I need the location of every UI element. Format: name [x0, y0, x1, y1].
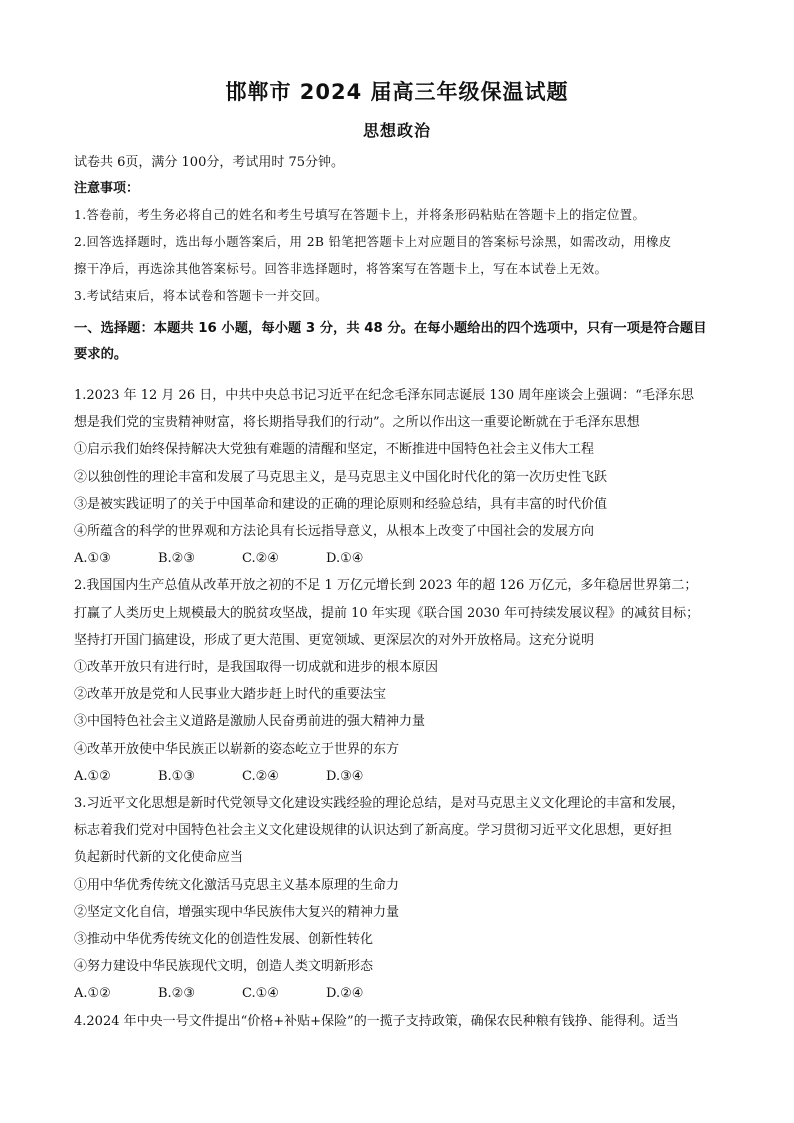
option-d: D.③④ — [326, 768, 364, 784]
question-stem: 4.2024 年中央一号文件提出“价格+补贴+保险”的一揽子支持政策，确保农民种粮有钱挣、能得利。适当 — [74, 1013, 679, 1029]
option-c: C.②④ — [242, 551, 279, 567]
question-item: ③推动中华优秀传统文化的创造性发展、创新性转化 — [74, 932, 374, 948]
exam-title: 邯郸市 2024 届高三年级保温试题 — [225, 80, 569, 104]
question-item: ④所蕴含的科学的世界观和方法论具有长远指导意义，从根本上改变了中国社会的发展方向 — [74, 524, 595, 540]
question-item: ①启示我们始终保持解决大党独有难题的清醒和坚定，不断推进中国特色社会主义伟大工程 — [74, 442, 595, 458]
option-a: A.①③ — [74, 551, 111, 567]
question-stem: 想是我们党的宝贵精神财富，将长期指导我们的行动”。之所以作出这一重要论断就在于毛泽东思想 — [74, 415, 640, 431]
question-item: ④努力建设中华民族现代文明，创造人类文明新形态 — [74, 959, 374, 975]
option-a: A.①② — [74, 986, 111, 1002]
question-item: ②以独创性的理论丰富和发展了马克思主义，是马克思主义中国化时代化的第一次历史性飞跃 — [74, 469, 608, 485]
question-item: ③中国特色社会主义道路是激励人民奋勇前进的强大精神力量 — [74, 714, 426, 730]
question-stem: 3.习近平文化思想是新时代党领导文化建设实践经验的理论总结，是对马克思主义文化理论的丰富和发展， — [74, 796, 685, 812]
section-heading-cont: 要求的。 — [74, 347, 128, 362]
question-stem: 打赢了人类历史上规模最大的脱贫攻坚战，提前 10 年实现《联合国 2030 年可持续发展议程》的减贫目标； — [74, 605, 700, 621]
exam-info: 试卷共 6页，满分 100分，考试用时 75分钟。 — [74, 155, 345, 170]
note-line: 3.考试结束后，将本试卷和答题卡一并交回。 — [74, 289, 328, 303]
question-item: ①用中华优秀传统文化激活马克思主义基本原理的生命力 — [74, 877, 400, 893]
answer-options — [74, 545, 730, 572]
option-a: A.①② — [74, 768, 111, 784]
option-d: D.①④ — [326, 551, 364, 567]
question-stem: 标志着我们党对中国特色社会主义文化建设规律的认识达到了新高度。学习贯彻习近平文化思想，更好担 — [74, 823, 673, 839]
question-4 — [74, 1008, 730, 1035]
question-item: ②改革开放是党和人民事业大踏步赶上时代的重要法宝 — [74, 687, 387, 703]
question-stem: 2.我国国内生产总值从改革开放之初的不足 1 万亿元增长到 2023 年的超 126 万亿元，多年稳居世界第二； — [74, 578, 698, 594]
option-b: B.②③ — [158, 551, 195, 567]
note-line: 擦干净后，再选涂其他答案标号。回答非选择题时，将答案写在答题卡上，写在本试卷上无效。 — [74, 262, 608, 276]
option-d: D.②④ — [326, 986, 364, 1002]
notes-heading: 注意事项： — [74, 181, 140, 196]
question-stem: 1.2023 年 12 月 26 日，中共中央总书记习近平在纪念毛泽东同志诞辰 130 周年座谈会上强调：“毛泽东思 — [74, 388, 694, 403]
exam-subject: 思想政治 — [362, 121, 431, 140]
answer-options — [74, 763, 730, 790]
question-3 — [74, 790, 730, 1008]
question-2 — [74, 572, 730, 790]
question-stem: 负起新时代新的文化使命应当 — [74, 850, 244, 866]
question-item: ①改革开放只有进行时，是我国取得一切成就和进步的根本原因 — [74, 660, 439, 676]
exam-body — [74, 150, 730, 1035]
question-stem: 坚持打开国门搞建设，形成了更大范围、更宽领域、更深层次的对外开放格局。这充分说明 — [74, 632, 595, 648]
answer-options — [74, 980, 730, 1007]
question-item: ②坚定文化自信，增强实现中华民族伟大复兴的精神力量 — [74, 904, 400, 920]
question-item: ④改革开放使中华民族正以崭新的姿态屹立于世界的东方 — [74, 741, 400, 757]
option-c: C.①④ — [242, 986, 279, 1002]
option-c: C.②④ — [242, 768, 279, 784]
option-b: B.②③ — [158, 986, 195, 1002]
question-item: ③是被实践证明了的关于中国革命和建设的正确的理论原则和经验总结，具有丰富的时代价值 — [74, 496, 608, 512]
note-line: 2.回答选择题时，选出每小题答案后，用 2B 铅笔把答题卡上对应题目的答案标号涂黑，如需改动，用橡皮 — [74, 235, 672, 249]
note-line: 1.答卷前，考生务必将自己的姓名和考生号填写在答题卡上，并将条形码粘贴在答题卡上的指定位置。 — [74, 208, 646, 222]
option-b: B.①③ — [158, 768, 195, 784]
question-1 — [74, 382, 730, 572]
section-heading: 一、选择题：本题共 16 小题，每小题 3 分，共 48 分。在每小题给出的四个选项中，只有一项是符合题目 — [74, 321, 707, 336]
